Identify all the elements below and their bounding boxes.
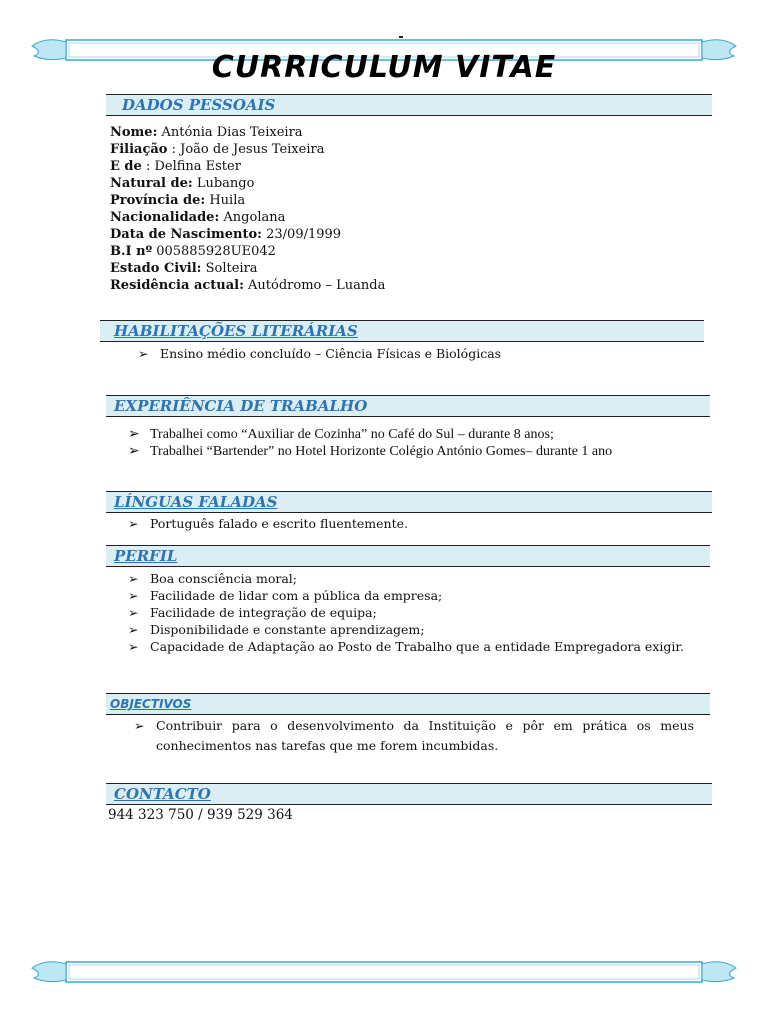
- page-title: CURRICULUM VITAE: [211, 50, 557, 85]
- personal-field: [110, 192, 245, 209]
- arrow-bullet-icon: ➢: [138, 346, 149, 361]
- section-heading: PERFIL: [114, 547, 178, 565]
- arrow-bullet-icon: ➢: [128, 622, 139, 637]
- personal-field: [110, 158, 241, 175]
- list-item: ➢ Facilidade de integração de equipa;: [128, 605, 377, 620]
- field-label: Filiação: [110, 142, 168, 157]
- section-bar-experiencia: [106, 395, 710, 417]
- field-value: Antónia Dias Teixeira: [161, 125, 303, 140]
- section-bar-perfil: [106, 545, 710, 567]
- section-bar-habilitacoes: [100, 320, 704, 342]
- field-label: Estado Civil:: [110, 261, 202, 276]
- arrow-bullet-icon: ➢: [128, 571, 139, 586]
- personal-field: [110, 141, 324, 158]
- section-bar-dados-pessoais: [106, 94, 712, 116]
- field-label: Nacionalidade:: [110, 210, 220, 225]
- scroll-banner-icon: [30, 954, 738, 990]
- list-item: ➢ Boa consciência moral;: [128, 571, 298, 586]
- arrow-bullet-icon: ➢: [128, 588, 139, 603]
- contact-phones: 944 323 750 / 939 529 364: [108, 807, 293, 823]
- personal-field: [110, 277, 385, 294]
- section-heading: DADOS PESSOAIS: [122, 96, 276, 114]
- list-item: ➢ Trabalhei como “Auxiliar de Cozinha” no Café do Sul – durante 8 anos;: [128, 427, 554, 442]
- arrow-bullet-icon: ➢: [128, 605, 139, 620]
- personal-field: [110, 124, 303, 141]
- field-value: 005885928UE042: [156, 244, 276, 259]
- section-bar-objectivos: [106, 693, 710, 715]
- section-heading: LÍNGUAS FALADAS: [114, 493, 278, 511]
- list-item: ➢ Português falado e escrito fluentemente.: [128, 516, 408, 531]
- field-value: Huila: [209, 193, 246, 208]
- field-label: E de: [110, 159, 142, 174]
- list-item: ➢ Facilidade de lidar com a pública da empresa;: [128, 588, 443, 603]
- field-label: Província de:: [110, 193, 206, 208]
- list-item: ➢ Ensino médio concluído – Ciência Físicas e Biológicas: [138, 346, 502, 361]
- field-value: Solteira: [205, 261, 258, 276]
- personal-field: [110, 209, 285, 226]
- section-heading: CONTACTO: [114, 785, 211, 803]
- list-item: ➢ Contribuir para o desenvolvimento da Instituição e pôr em prática os meus conhecimentos nas tarefas que me forem incumbidas.: [134, 718, 694, 753]
- section-heading: HABILITAÇÕES LITERÁRIAS: [114, 322, 358, 340]
- field-label: Residência actual:: [110, 278, 244, 293]
- list-item: ➢ Trabalhei “Bartender” no Hotel Horizonte Colégio António Gomes– durante 1 ano: [128, 444, 613, 459]
- list-item: ➢ Disponibilidade e constante aprendizagem;: [128, 622, 425, 637]
- field-value: Lubango: [196, 176, 255, 191]
- arrow-bullet-icon: ➢: [134, 718, 145, 733]
- field-label: Nome:: [110, 125, 158, 140]
- section-bar-linguas: [106, 491, 712, 513]
- arrow-bullet-icon: ➢: [128, 639, 139, 654]
- section-bar-contacto: [106, 783, 712, 805]
- section-heading: OBJECTIVOS: [110, 697, 192, 711]
- personal-field: [110, 175, 254, 192]
- personal-field: [110, 260, 258, 277]
- list-item: ➢ Capacidade de Adaptação ao Posto de Trabalho que a entidade Empregadora exigir.: [128, 639, 684, 654]
- arrow-bullet-icon: ➢: [128, 427, 140, 442]
- field-value: : João de Jesus Teixeira: [171, 142, 325, 157]
- field-value: : Delfina Ester: [145, 159, 241, 174]
- field-value: 23/09/1999: [266, 227, 342, 242]
- field-label: Data de Nascimento:: [110, 227, 262, 242]
- field-value: Angolana: [223, 210, 286, 225]
- field-label: B.I nº: [110, 244, 153, 259]
- field-label: Natural de:: [110, 176, 193, 191]
- personal-field: [110, 226, 341, 243]
- section-heading: EXPERIÊNCIA DE TRABALHO: [114, 397, 368, 415]
- arrow-bullet-icon: ➢: [128, 516, 139, 531]
- field-value: Autódromo – Luanda: [248, 278, 386, 293]
- personal-field: [110, 243, 276, 260]
- arrow-bullet-icon: ➢: [128, 444, 140, 459]
- page-mark: [399, 36, 403, 38]
